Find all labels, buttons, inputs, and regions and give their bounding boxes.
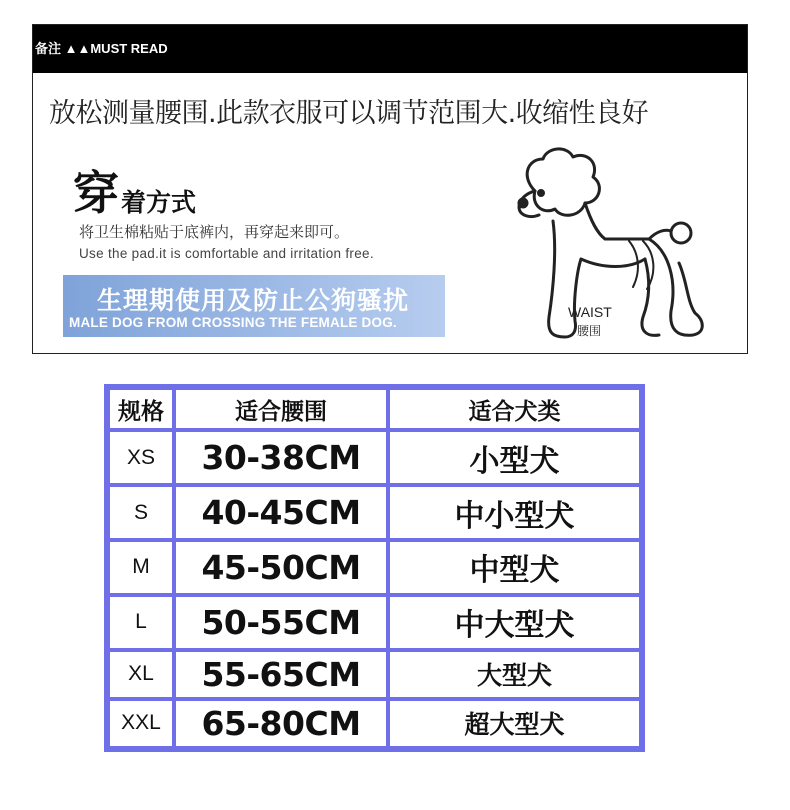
size-chart-table bbox=[104, 384, 645, 752]
table-header-row bbox=[108, 388, 641, 430]
table-row bbox=[108, 595, 641, 650]
table-row bbox=[108, 699, 641, 748]
size-cell: XS bbox=[108, 430, 174, 485]
table-row bbox=[108, 650, 641, 699]
size-cell: L bbox=[108, 595, 174, 650]
wearing-title-small: 着方式 bbox=[121, 188, 197, 217]
dog-type-cell: 超大型犬 bbox=[388, 699, 641, 748]
waist-cell: 55-65CM bbox=[174, 650, 388, 699]
waist-cell: 50-55CM bbox=[174, 595, 388, 650]
size-cell: M bbox=[108, 540, 174, 595]
size-cell: XXL bbox=[108, 699, 174, 748]
instruction-chinese: 将卫生棉粘贴于底裤内，再穿起来即可。 bbox=[79, 223, 350, 241]
dog-type-cell: 大型犬 bbox=[388, 650, 641, 699]
header-size: 规格 bbox=[108, 388, 174, 430]
instruction-panel bbox=[32, 24, 748, 354]
wearing-title-big: 穿 bbox=[73, 166, 119, 220]
size-cell: S bbox=[108, 485, 174, 540]
usage-banner-english: MALE DOG FROM CROSSING THE FEMALE DOG. bbox=[69, 315, 397, 330]
waist-measure-note: 放松测量腰围.此款衣服可以调节范围大.收缩性良好 bbox=[49, 98, 649, 129]
table-row bbox=[108, 430, 641, 485]
size-cell: XL bbox=[108, 650, 174, 699]
usage-banner bbox=[63, 275, 445, 337]
waist-cell: 40-45CM bbox=[174, 485, 388, 540]
waist-label-chinese: 腰围 bbox=[577, 324, 602, 338]
table-row bbox=[108, 540, 641, 595]
waist-cell: 65-80CM bbox=[174, 699, 388, 748]
waist-label-english: WAIST bbox=[568, 304, 612, 320]
header-dog-type: 适合犬类 bbox=[388, 388, 641, 430]
must-read-bar: 备注 ▲▲MUST READ bbox=[33, 25, 747, 73]
instruction-english: Use the pad.it is comfortable and irritation free. bbox=[79, 246, 374, 261]
wearing-method-title bbox=[73, 157, 196, 223]
header-waist: 适合腰围 bbox=[174, 388, 388, 430]
waist-cell: 45-50CM bbox=[174, 540, 388, 595]
usage-banner-chinese: 生理期使用及防止公狗骚扰 bbox=[97, 286, 410, 315]
dog-type-cell: 中小型犬 bbox=[388, 485, 641, 540]
waist-cell: 30-38CM bbox=[174, 430, 388, 485]
table-row bbox=[108, 485, 641, 540]
dog-type-cell: 小型犬 bbox=[388, 430, 641, 485]
dog-type-cell: 中型犬 bbox=[388, 540, 641, 595]
dog-type-cell: 中大型犬 bbox=[388, 595, 641, 650]
